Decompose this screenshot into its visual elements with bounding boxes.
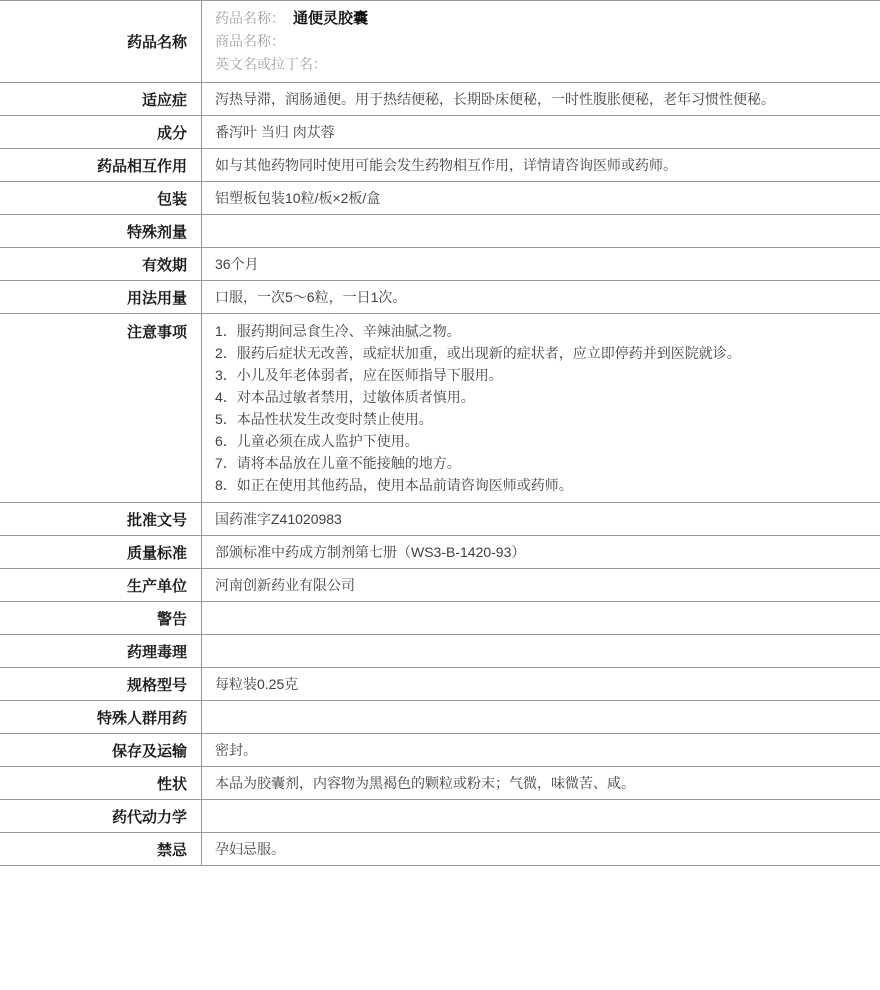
row-label-properties: 性状 xyxy=(0,767,202,799)
table-row-shelf-life xyxy=(0,248,880,281)
row-label-drug-name: 药品名称 xyxy=(0,1,202,82)
row-content-text: 泻热导滞，润肠通便。用于热结便秘，长期卧床便秘，一时性腹胀便秘，老年习惯性便秘。 xyxy=(215,91,775,107)
table-row-contraindications xyxy=(0,833,880,866)
row-content-properties xyxy=(202,767,880,799)
table-row-warning xyxy=(0,602,880,635)
row-content-text: 口服，一次5～6粒，一日1次。 xyxy=(215,289,407,305)
row-label-drug-interactions: 药品相互作用 xyxy=(0,149,202,181)
precaution-line: 3．小儿及年老体弱者，应在医师指导下服用。 xyxy=(215,367,503,383)
table-row-pharmacology-toxicology xyxy=(0,635,880,668)
row-content-shelf-life xyxy=(202,248,880,280)
name-field-line xyxy=(215,53,335,76)
row-label-special-dosage: 特殊剂量 xyxy=(0,215,202,247)
row-content-pharmacokinetics xyxy=(202,800,880,832)
row-content-ingredients xyxy=(202,116,880,148)
row-content-text: 铝塑板包装10粒/板×2板/盒 xyxy=(215,190,381,206)
row-content-contraindications xyxy=(202,833,880,865)
table-row-indications xyxy=(0,83,880,116)
name-field-label: 商品名称： xyxy=(215,33,285,49)
row-label-specification: 规格型号 xyxy=(0,668,202,700)
row-content-text: 国药准字Z41020983 xyxy=(215,511,342,527)
row-content-precautions xyxy=(202,314,880,502)
row-content-dosage-usage xyxy=(202,281,880,313)
row-content-quality-standard xyxy=(202,536,880,568)
row-label-ingredients: 成分 xyxy=(0,116,202,148)
name-field-label: 药品名称： xyxy=(215,10,285,26)
table-row-ingredients xyxy=(0,116,880,149)
row-content-special-populations xyxy=(202,701,880,733)
row-content-text: 本品为胶囊剂，内容物为黑褐色的颗粒或粉末；气微，味微苦、咸。 xyxy=(215,775,635,791)
table-row-precautions xyxy=(0,314,880,503)
table-row-drug-interactions xyxy=(0,149,880,182)
row-content-packaging xyxy=(202,182,880,214)
row-label-special-populations: 特殊人群用药 xyxy=(0,701,202,733)
row-content-approval-number xyxy=(202,503,880,535)
row-content-text: 密封。 xyxy=(215,742,257,758)
row-label-precautions: 注意事项 xyxy=(0,314,202,502)
precaution-line: 4．对本品过敏者禁用，过敏体质者慎用。 xyxy=(215,389,475,405)
row-content-text: 如与其他药物同时使用可能会发生药物相互作用，详情请咨询医师或药师。 xyxy=(215,157,677,173)
row-label-pharmacokinetics: 药代动力学 xyxy=(0,800,202,832)
table-row-storage-transport xyxy=(0,734,880,767)
table-row-properties xyxy=(0,767,880,800)
row-label-quality-standard: 质量标准 xyxy=(0,536,202,568)
row-content-text: 番泻叶 当归 肉苁蓉 xyxy=(215,124,335,140)
row-label-approval-number: 批准文号 xyxy=(0,503,202,535)
name-field-line xyxy=(215,7,368,30)
row-content-text: 每粒装0.25克 xyxy=(215,676,299,692)
row-content-specification xyxy=(202,668,880,700)
precaution-line: 2．服药后症状无改善，或症状加重，或出现新的症状者，应立即停药并到医院就诊。 xyxy=(215,345,741,361)
row-content-text: 河南创新药业有限公司 xyxy=(215,577,355,593)
row-content-text: 36个月 xyxy=(215,256,259,272)
precaution-line: 8．如正在使用其他药品，使用本品前请咨询医师或药师。 xyxy=(215,477,573,493)
table-row-manufacturer xyxy=(0,569,880,602)
row-label-warning: 警告 xyxy=(0,602,202,634)
row-label-dosage-usage: 用法用量 xyxy=(0,281,202,313)
name-field-label: 英文名或拉丁名： xyxy=(215,56,327,72)
row-content-storage-transport xyxy=(202,734,880,766)
precaution-line: 5．本品性状发生改变时禁止使用。 xyxy=(215,411,433,427)
name-field-line xyxy=(215,30,293,53)
table-row-quality-standard xyxy=(0,536,880,569)
row-content-warning xyxy=(202,602,880,634)
table-row-specification xyxy=(0,668,880,701)
precaution-line: 7．请将本品放在儿童不能接触的地方。 xyxy=(215,455,461,471)
row-label-manufacturer: 生产单位 xyxy=(0,569,202,601)
row-label-indications: 适应症 xyxy=(0,83,202,115)
table-row-approval-number xyxy=(0,503,880,536)
row-content-pharmacology-toxicology xyxy=(202,635,880,667)
row-content-text: 孕妇忌服。 xyxy=(215,841,285,857)
row-label-packaging: 包装 xyxy=(0,182,202,214)
row-label-pharmacology-toxicology: 药理毒理 xyxy=(0,635,202,667)
row-content-drug-name xyxy=(202,1,880,82)
precaution-line: 6．儿童必须在成人监护下使用。 xyxy=(215,433,419,449)
name-field-value: 通便灵胶囊 xyxy=(293,10,369,27)
row-content-text: 部颁标准中药成方制剂第七册（WS3-B-1420-93） xyxy=(215,544,526,560)
row-label-contraindications: 禁忌 xyxy=(0,833,202,865)
row-content-drug-interactions xyxy=(202,149,880,181)
row-content-indications xyxy=(202,83,880,115)
table-row-drug-name xyxy=(0,1,880,83)
row-content-manufacturer xyxy=(202,569,880,601)
table-row-packaging xyxy=(0,182,880,215)
row-label-shelf-life: 有效期 xyxy=(0,248,202,280)
row-label-storage-transport: 保存及运输 xyxy=(0,734,202,766)
precaution-line: 1．服药期间忌食生冷、辛辣油腻之物。 xyxy=(215,323,461,339)
row-content-special-dosage xyxy=(202,215,880,247)
table-row-special-dosage xyxy=(0,215,880,248)
table-row-pharmacokinetics xyxy=(0,800,880,833)
table-row-dosage-usage xyxy=(0,281,880,314)
table-row-special-populations xyxy=(0,701,880,734)
